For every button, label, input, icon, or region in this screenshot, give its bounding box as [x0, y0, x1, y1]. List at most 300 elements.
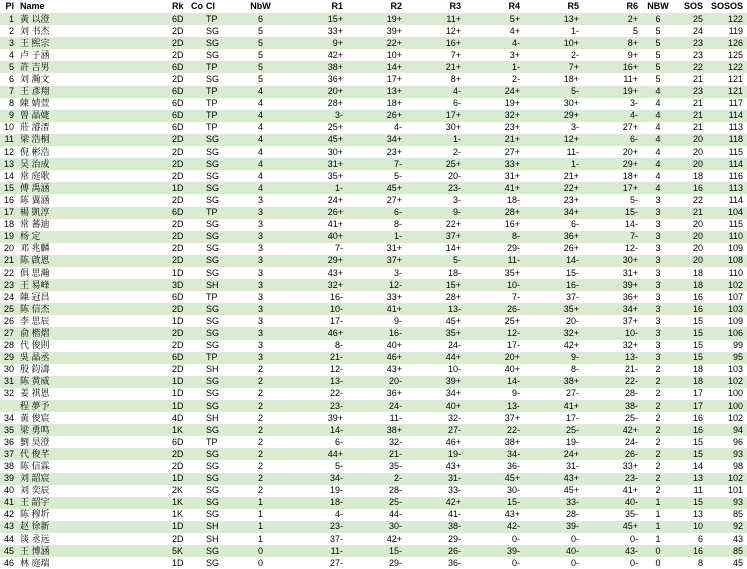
cell-nbw-total: 4 [641, 158, 675, 170]
cell-round-3: 38- [405, 521, 464, 533]
cell-round-3: 9- [405, 207, 464, 219]
cell-sos: 10 [675, 521, 709, 533]
cell-sosos: 117 [709, 98, 747, 110]
cell-round-2: 31+ [346, 243, 405, 255]
cell-round-3: 19- [405, 448, 464, 460]
header-rank: Rk [172, 1, 184, 11]
cell-nbw-total: 3 [641, 315, 675, 327]
cell-round-1: 27- [287, 557, 346, 569]
cell-name: 杨 定 [18, 231, 170, 243]
table-row [0, 315, 747, 327]
cell-round-2: 21- [346, 448, 405, 460]
cell-nbw-total: 4 [641, 146, 675, 158]
cell-nbw: 4 [234, 110, 287, 122]
cell-round-4: 0- [464, 557, 523, 569]
cell-rank: 2K [170, 485, 191, 497]
cell-club: TP [206, 291, 234, 303]
cell-country [191, 315, 206, 327]
cell-round-4: 3+ [464, 49, 523, 61]
cell-club: SG [206, 243, 234, 255]
cell-round-1: 23- [287, 400, 346, 412]
cell-round-4: 37+ [464, 412, 523, 424]
cell-rank: 2D [170, 243, 191, 255]
cell-sosos: 122 [709, 61, 747, 73]
cell-round-2: 5- [346, 170, 405, 182]
cell-rank: 1D [170, 376, 191, 388]
cell-round-5: 21+ [523, 170, 582, 182]
cell-round-1: 14- [287, 424, 346, 436]
cell-round-3: 31- [405, 473, 464, 485]
cell-round-6: 33+ [582, 460, 641, 472]
cell-rank: 6D [170, 86, 191, 98]
cell-sosos: 96 [709, 436, 747, 448]
cell-round-2: 9- [346, 315, 405, 327]
cell-round-6: 7- [582, 231, 641, 243]
cell-round-2: 24- [346, 400, 405, 412]
cell-club: SH [206, 521, 234, 533]
cell-round-4: 28+ [464, 207, 523, 219]
table-row [0, 509, 747, 521]
cell-round-4: 21+ [464, 134, 523, 146]
cell-round-4: 22- [464, 424, 523, 436]
cell-round-5: 0- [523, 557, 582, 569]
cell-sos: 13 [675, 473, 709, 485]
cell-name: 王 熙宗 [18, 37, 170, 49]
cell-nbw-total: 1 [641, 533, 675, 545]
cell-rank: 3D [170, 279, 191, 291]
cell-place: 38 [0, 460, 18, 472]
cell-name: 楊 凱淳 [18, 207, 170, 219]
cell-nbw: 5 [234, 61, 287, 73]
cell-round-4: 34- [464, 448, 523, 460]
cell-round-3: 45+ [405, 315, 464, 327]
cell-nbw-total: 0 [641, 545, 675, 557]
cell-round-4: 26- [464, 303, 523, 315]
cell-rank: 2D [170, 37, 191, 49]
cell-round-5: 37- [523, 291, 582, 303]
cell-rank: 2D [170, 49, 191, 61]
header-name: Name [20, 1, 45, 11]
cell-round-5: 25- [523, 424, 582, 436]
cell-club: SG [206, 315, 234, 327]
cell-round-3: 22+ [405, 219, 464, 231]
cell-sosos: 101 [709, 485, 747, 497]
cell-name: 倪 彬浩 [18, 146, 170, 158]
cell-club: SG [206, 509, 234, 521]
cell-name: 殷 鈞濤 [18, 364, 170, 376]
cell-round-1: 34- [287, 473, 346, 485]
cell-round-2: 8- [346, 219, 405, 231]
cell-sosos: 85 [709, 545, 747, 557]
cell-country [191, 509, 206, 521]
table-row [0, 219, 747, 231]
cell-nbw: 4 [234, 134, 287, 146]
cell-round-4: 43+ [464, 509, 523, 521]
cell-country [191, 521, 206, 533]
cell-round-1: 43+ [287, 267, 346, 279]
cell-place: 42 [0, 509, 18, 521]
cell-nbw: 2 [234, 388, 287, 400]
cell-round-2: 20- [346, 376, 405, 388]
cell-round-2: 29- [346, 557, 405, 569]
cell-round-4: 5+ [464, 13, 523, 25]
cell-round-6: 41+ [582, 485, 641, 497]
cell-club: SG [206, 327, 234, 339]
cell-round-6: 39+ [582, 279, 641, 291]
cell-round-2: 33+ [346, 291, 405, 303]
cell-place: 2 [0, 25, 18, 37]
cell-sos: 20 [675, 146, 709, 158]
cell-nbw: 4 [234, 158, 287, 170]
cell-nbw: 3 [234, 243, 287, 255]
cell-sos: 24 [675, 25, 709, 37]
cell-round-4: 8- [464, 231, 523, 243]
cell-rank: 1K [170, 497, 191, 509]
cell-round-2: 25- [346, 497, 405, 509]
cell-name: 陈 信杰 [18, 303, 170, 315]
cell-sosos: 121 [709, 86, 747, 98]
cell-round-5: 38+ [523, 376, 582, 388]
cell-round-3: 8+ [405, 73, 464, 85]
cell-round-1: 46+ [287, 327, 346, 339]
cell-nbw: 3 [234, 194, 287, 206]
cell-nbw-total: 4 [641, 134, 675, 146]
cell-round-6: 36+ [582, 291, 641, 303]
cell-nbw: 2 [234, 400, 287, 412]
cell-nbw: 5 [234, 73, 287, 85]
cell-round-3: 33- [405, 485, 464, 497]
cell-nbw: 3 [234, 279, 287, 291]
cell-round-6: 27+ [582, 122, 641, 134]
header-nbw-total: NBW [647, 1, 669, 11]
cell-club: SG [206, 158, 234, 170]
cell-nbw-total: 3 [641, 291, 675, 303]
cell-round-6: 12- [582, 243, 641, 255]
cell-nbw: 3 [234, 340, 287, 352]
cell-club: SG [206, 424, 234, 436]
cell-nbw-total: 3 [641, 231, 675, 243]
cell-round-4: 0- [464, 533, 523, 545]
cell-round-3: 46+ [405, 436, 464, 448]
cell-round-2: 44- [346, 509, 405, 521]
cell-round-5: 42+ [523, 340, 582, 352]
table-row [0, 497, 747, 509]
cell-country [191, 460, 206, 472]
cell-round-3: 2- [405, 146, 464, 158]
cell-round-4: 15- [464, 497, 523, 509]
table-row [0, 49, 747, 61]
cell-place: 5 [0, 61, 18, 73]
cell-round-3: 26- [405, 545, 464, 557]
cell-nbw: 1 [234, 533, 287, 545]
cell-round-2: 6- [346, 207, 405, 219]
cell-rank: 5K [170, 545, 191, 557]
cell-round-6: 19+ [582, 86, 641, 98]
cell-round-2: 35- [346, 460, 405, 472]
table-row [0, 267, 747, 279]
cell-name: 王 博涵 [18, 545, 170, 557]
cell-nbw-total: 5 [641, 61, 675, 73]
cell-sosos: 98 [709, 460, 747, 472]
cell-name: 曾 晶婕 [18, 110, 170, 122]
cell-place: 40 [0, 485, 18, 497]
cell-round-1: 5- [287, 460, 346, 472]
cell-rank: 2D [170, 340, 191, 352]
table-row [0, 110, 747, 122]
cell-round-6: 6- [582, 134, 641, 146]
table-row [0, 521, 747, 533]
cell-sosos: 114 [709, 194, 747, 206]
cell-sosos: 103 [709, 364, 747, 376]
cell-round-5: 13+ [523, 13, 582, 25]
cell-name: 莊 濬溍 [18, 122, 170, 134]
header-sos: SOS [683, 1, 703, 11]
cell-rank: 6D [170, 207, 191, 219]
cell-nbw-total: 2 [641, 424, 675, 436]
cell-rank: 6D [170, 61, 191, 73]
table-row [0, 436, 747, 448]
cell-name: 許 吉男 [18, 61, 170, 73]
cell-name: 邓 兆麟 [18, 243, 170, 255]
cell-nbw-total: 4 [641, 182, 675, 194]
cell-nbw: 3 [234, 231, 287, 243]
cell-round-2: 27+ [346, 194, 405, 206]
cell-round-4: 27+ [464, 146, 523, 158]
cell-round-4: 30- [464, 485, 523, 497]
cell-sos: 15 [675, 436, 709, 448]
cell-round-2: 22+ [346, 37, 405, 49]
cell-country [191, 303, 206, 315]
cell-rank: 2D [170, 364, 191, 376]
cell-nbw: 5 [234, 37, 287, 49]
cell-nbw: 5 [234, 25, 287, 37]
cell-name: 刘 瀚文 [18, 73, 170, 85]
cell-nbw: 4 [234, 170, 287, 182]
cell-round-4: 19+ [464, 98, 523, 110]
cell-round-5: 45+ [523, 485, 582, 497]
cell-place: 43 [0, 521, 18, 533]
cell-round-1: 15+ [287, 13, 346, 25]
cell-nbw: 2 [234, 460, 287, 472]
cell-club: SG [206, 448, 234, 460]
cell-rank: 1D [170, 182, 191, 194]
cell-round-2: 37+ [346, 255, 405, 267]
cell-round-4: 32+ [464, 110, 523, 122]
cell-rank: 6D [170, 110, 191, 122]
cell-country [191, 436, 206, 448]
cell-round-1: 11- [287, 545, 346, 557]
cell-nbw-total: 2 [641, 364, 675, 376]
header-country: Co [191, 1, 203, 11]
cell-place: 6 [0, 73, 18, 85]
cell-sos: 16 [675, 545, 709, 557]
cell-place: 35 [0, 424, 18, 436]
cell-club: SG [206, 49, 234, 61]
cell-sosos: 102 [709, 279, 747, 291]
cell-round-6: 29+ [582, 158, 641, 170]
cell-club: SG [206, 134, 234, 146]
cell-round-6: 4- [582, 110, 641, 122]
cell-round-2: 30- [346, 521, 405, 533]
cell-place: 28 [0, 340, 18, 352]
cell-round-4: 2- [464, 73, 523, 85]
cell-country [191, 170, 206, 182]
cell-round-3: 3- [405, 194, 464, 206]
cell-round-3: 23- [405, 182, 464, 194]
cell-sosos: 121 [709, 73, 747, 85]
cell-rank: 2D [170, 134, 191, 146]
cell-sos: 15 [675, 497, 709, 509]
cell-sosos: 102 [709, 412, 747, 424]
cell-place: 12 [0, 146, 18, 158]
cell-round-1: 4- [287, 509, 346, 521]
cell-country [191, 49, 206, 61]
cell-rank: 2D [170, 25, 191, 37]
cell-place: 36 [0, 436, 18, 448]
table-row [0, 533, 747, 545]
cell-round-2: 46+ [346, 352, 405, 364]
cell-round-5: 1- [523, 158, 582, 170]
cell-round-6: 10- [582, 327, 641, 339]
cell-round-1: 24+ [287, 194, 346, 206]
cell-round-2: 11- [346, 412, 405, 424]
cell-round-4: 14- [464, 376, 523, 388]
cell-nbw-total: 2 [641, 376, 675, 388]
cell-club: SG [206, 557, 234, 569]
cell-round-1: 17- [287, 315, 346, 327]
cell-round-6: 42+ [582, 424, 641, 436]
cell-club: TP [206, 13, 234, 25]
cell-nbw: 6 [234, 13, 287, 25]
cell-round-1: 35+ [287, 170, 346, 182]
cell-round-1: 37- [287, 533, 346, 545]
cell-name: 常 蕃迪 [18, 219, 170, 231]
cell-rank: 1D [170, 473, 191, 485]
cell-name: 谈 丞远 [18, 533, 170, 545]
cell-club: SG [206, 267, 234, 279]
cell-country [191, 37, 206, 49]
cell-club: SG [206, 73, 234, 85]
table-row [0, 158, 747, 170]
cell-place: 4 [0, 49, 18, 61]
cell-club: SG [206, 219, 234, 231]
cell-round-1: 33+ [287, 25, 346, 37]
table-row [0, 13, 747, 25]
cell-sosos: 104 [709, 207, 747, 219]
cell-sos: 16 [675, 303, 709, 315]
cell-place: 1 [0, 13, 18, 25]
cell-club: TP [206, 352, 234, 364]
cell-name: 俞 楷熠 [18, 327, 170, 339]
cell-sos: 21 [675, 110, 709, 122]
cell-round-5: 39- [523, 521, 582, 533]
cell-sos: 13 [675, 509, 709, 521]
table-row [0, 424, 747, 436]
cell-round-3: 41- [405, 509, 464, 521]
cell-round-3: 17+ [405, 110, 464, 122]
cell-club: SH [206, 533, 234, 545]
cell-round-4: 17- [464, 340, 523, 352]
cell-nbw-total: 3 [641, 243, 675, 255]
cell-round-4: 36- [464, 460, 523, 472]
cell-round-1: 13- [287, 376, 346, 388]
cell-sosos: 116 [709, 170, 747, 182]
cell-sos: 25 [675, 13, 709, 25]
cell-round-6: 22- [582, 376, 641, 388]
cell-nbw: 3 [234, 219, 287, 231]
cell-round-5: 18+ [523, 73, 582, 85]
cell-round-1: 38+ [287, 61, 346, 73]
cell-club: SG [206, 182, 234, 194]
cell-nbw: 3 [234, 315, 287, 327]
cell-country [191, 533, 206, 545]
cell-round-5: 20- [523, 315, 582, 327]
cell-sosos: 102 [709, 473, 747, 485]
cell-sos: 21 [675, 207, 709, 219]
cell-round-3: 34+ [405, 388, 464, 400]
cell-nbw: 3 [234, 255, 287, 267]
cell-round-5: 19- [523, 436, 582, 448]
cell-round-5: 15- [523, 267, 582, 279]
cell-sos: 21 [675, 73, 709, 85]
cell-sos: 20 [675, 219, 709, 231]
cell-rank: 1D [170, 557, 191, 569]
cell-sos: 16 [675, 291, 709, 303]
cell-round-5: 34+ [523, 207, 582, 219]
cell-country [191, 207, 206, 219]
cell-nbw: 1 [234, 497, 287, 509]
cell-club: SG [206, 231, 234, 243]
cell-rank: 2D [170, 303, 191, 315]
cell-rank: 6D [170, 436, 191, 448]
cell-sos: 18 [675, 267, 709, 279]
cell-round-5: 22+ [523, 182, 582, 194]
cell-round-1: 26+ [287, 207, 346, 219]
cell-round-5: 35+ [523, 303, 582, 315]
cell-country [191, 327, 206, 339]
cell-rank: 6D [170, 13, 191, 25]
cell-nbw-total: 1 [641, 521, 675, 533]
cell-sos: 15 [675, 340, 709, 352]
cell-round-4: 23+ [464, 122, 523, 134]
cell-round-3: 14+ [405, 243, 464, 255]
cell-nbw: 5 [234, 49, 287, 61]
cell-round-4: 16+ [464, 219, 523, 231]
header-round-5: R5 [567, 1, 579, 11]
cell-name: 陈 信霖 [18, 460, 170, 472]
cell-nbw: 1 [234, 521, 287, 533]
cell-sosos: 122 [709, 13, 747, 25]
cell-nbw-total: 2 [641, 473, 675, 485]
cell-round-3: 7+ [405, 49, 464, 61]
cell-round-2: 14+ [346, 61, 405, 73]
cell-round-2: 38+ [346, 424, 405, 436]
header-nbw: NbW [250, 1, 271, 11]
cell-round-6: 21- [582, 364, 641, 376]
cell-round-1: 30+ [287, 146, 346, 158]
cell-rank: 2D [170, 194, 191, 206]
cell-nbw-total: 3 [641, 207, 675, 219]
cell-round-5: 24+ [523, 448, 582, 460]
cell-sos: 17 [675, 388, 709, 400]
cell-place: 17 [0, 207, 18, 219]
cell-sosos: 85 [709, 509, 747, 521]
cell-nbw-total: 1 [641, 509, 675, 521]
cell-place: 22 [0, 267, 18, 279]
cell-sos: 21 [675, 122, 709, 134]
cell-name: 陈 啟恩 [18, 255, 170, 267]
cell-place: 45 [0, 545, 18, 557]
